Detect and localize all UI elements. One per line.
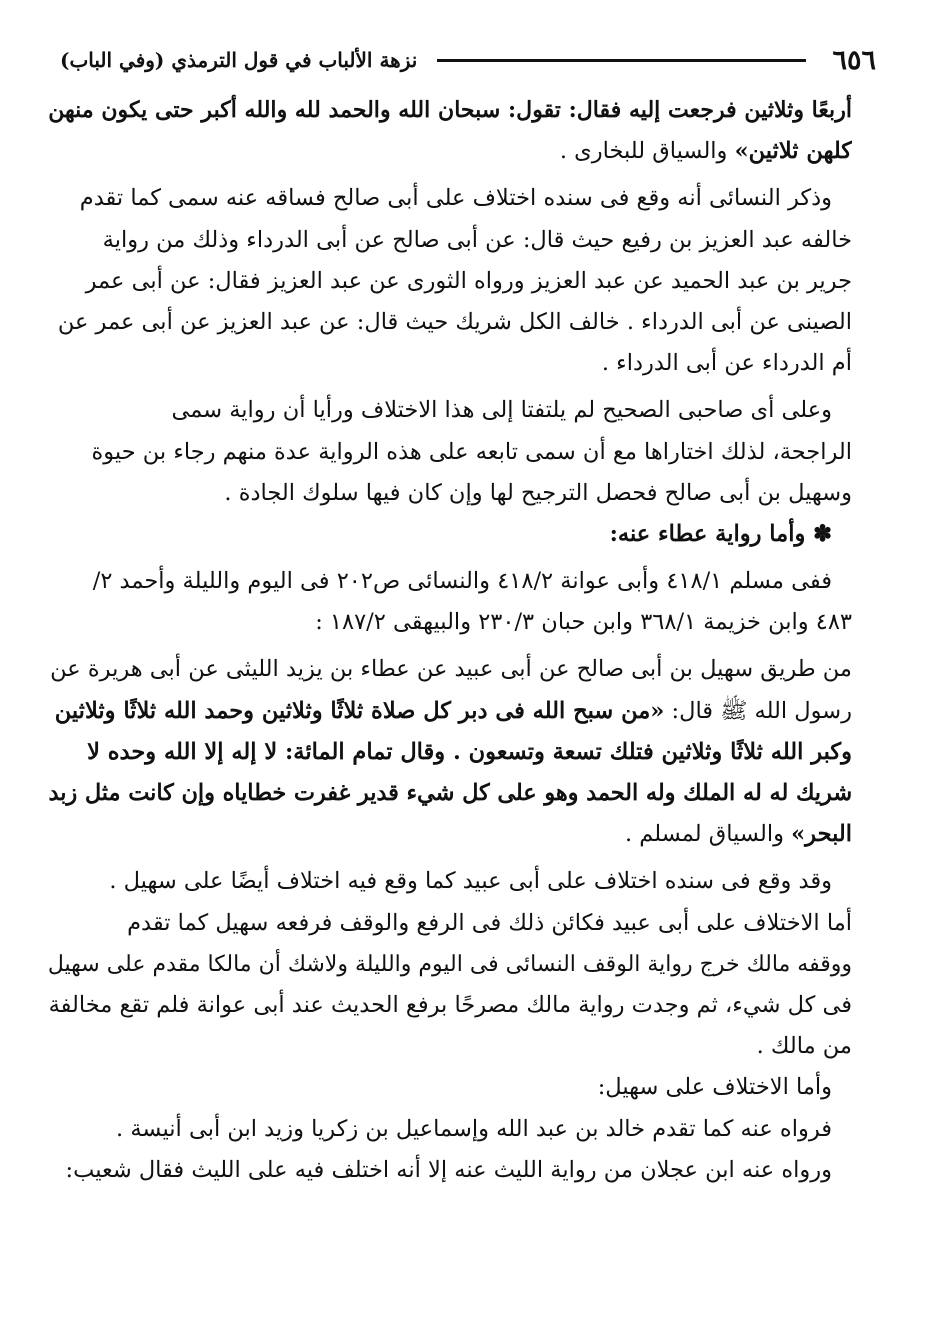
text-line [48,261,852,302]
text-line [48,814,852,855]
text-line [48,649,852,690]
running-title: نزهة الألباب في قول الترمذي (وفي الباب) [60,48,418,72]
text-line [48,343,852,384]
text-line [48,732,852,773]
text-segment: وسهيل بن أبى صالح فحصل الترجيح لها وإن كان فيها سلوك الجادة . [224,479,852,506]
bold-text-segment: البحر» [791,821,852,848]
text-segment: والسياق للبخارى . [559,138,735,165]
text-line [48,302,852,343]
text-line [48,514,852,555]
text-segment: الصينى عن أبى الدرداء . خالف الكل شريك حيث قال: عن عبد العزيز عن أبى عمر عن [57,308,852,335]
text-segment: وذكر النسائى أنه وقع فى سنده اختلاف على أبى صالح فساقه عنه سمى كما تقدم [79,185,832,212]
text-line [48,1109,852,1150]
page-header [60,42,876,78]
bold-text-segment: أربعًا وثلاثين فرجعت إليه فقال: تقول: سبحان الله والحمد لله والله أكبر حتى يكون منهن [48,97,852,123]
bold-text-segment: شريك له له الملك وله الحمد وهو على كل شيء قدير غفرت خطاياه وإن كانت مثل زبد [48,780,852,806]
bold-text-segment: كلهن ثلاثين» [734,138,852,165]
text-line [48,1067,852,1108]
text-line [48,390,852,431]
text-segment: أم الدرداء عن أبى الدرداء . [601,350,852,377]
text-segment: ٤٨٣ وابن خزيمة ٣٦٨/١ وابن حبان ٢٣٠/٣ والبيهقى ١٨٧/٢ : [315,609,852,636]
text-segment: جرير بن عبد الحميد عن عبد العزيز ورواه الثورى عن عبد العزيز فقال: عن أبى عمر [85,267,852,294]
text-segment: وأما الاختلاف على سهيل: [597,1074,832,1101]
text-line [48,602,852,643]
text-line [48,432,852,473]
text-segment: من طريق سهيل بن أبى صالح عن أبى عبيد عن عطاء بن يزيد الليثى عن أبى هريرة عن [50,656,852,683]
text-line [48,985,852,1026]
text-segment: فى كل شيء، ثم وجدت رواية مالك مصرحًا برفع الحديث عند أبى عوانة فلم تقع مخالفة [48,991,852,1018]
text-line [48,691,852,732]
text-line [48,1026,852,1067]
bold-text-segment: «من سبح الله فى دبر كل صلاة ثلاثًا وثلاثين وحمد الله ثلاثًا وثلاثين [54,697,665,724]
text-segment: خالفه عبد العزيز بن رفيع حيث قال: عن أبى صالح عن أبى الدرداء وذلك من رواية [102,226,852,253]
text-segment: من مالك . [756,1033,852,1060]
text-line [48,131,852,172]
text-segment: ورواه عنه ابن عجلان من رواية الليث عنه إلا أنه اختلف فيه على الليث فقال شعيب: [65,1156,832,1183]
text-line [48,903,852,944]
text-segment: فرواه عنه كما تقدم خالد بن عبد الله وإسماعيل بن زكريا وزيد ابن أبى أنيسة . [116,1115,832,1142]
bold-text-segment: ✽ وأما رواية عطاء عنه: [609,520,832,547]
text-segment: الراجحة، لذلك اختاراها مع أن سمى تابعه على هذه الرواية عدة منهم رجاء بن حيوة [91,438,852,465]
text-segment: والسياق لمسلم . [624,821,792,848]
header-rule [437,59,806,62]
text-segment: وقد وقع فى سنده اختلاف على أبى عبيد كما وقع فيه اختلاف أيضًا على سهيل . [109,868,832,895]
text-line [48,861,852,902]
page-number: ٦٥٦ [832,44,876,76]
text-line [48,944,852,985]
text-segment: وعلى أى صاحبى الصحيح لم يلتفتا إلى هذا الاختلاف ورأيا أن رواية سمى [171,397,832,424]
text-line [48,773,852,814]
text-line [48,90,852,131]
text-segment: ووقفه مالك خرج رواية الوقف النسائى فى اليوم والليلة ولاشك أن مالكا مقدم على سهيل [48,951,852,977]
text-line [48,178,852,219]
text-segment: ففى مسلم ٤١٨/١ وأبى عوانة ٤١٨/٢ والنسائى ص٢٠٢ فى اليوم والليلة وأحمد ٢/ [92,568,832,595]
body-text [48,90,852,1191]
text-segment: أما الاختلاف على أبى عبيد فكائن ذلك فى الرفع والوقف فرفعه سهيل كما تقدم [127,909,852,936]
text-line [48,220,852,261]
bold-text-segment: وكبر الله ثلاثًا وثلاثين فتلك تسعة وتسعون . وقال تمام المائة: لا إله إلا الله وحده لا [87,738,852,765]
text-segment: رسول الله ﷺ قال: [664,697,852,724]
text-line [48,1150,852,1191]
text-line [48,561,852,602]
text-line [48,473,852,514]
